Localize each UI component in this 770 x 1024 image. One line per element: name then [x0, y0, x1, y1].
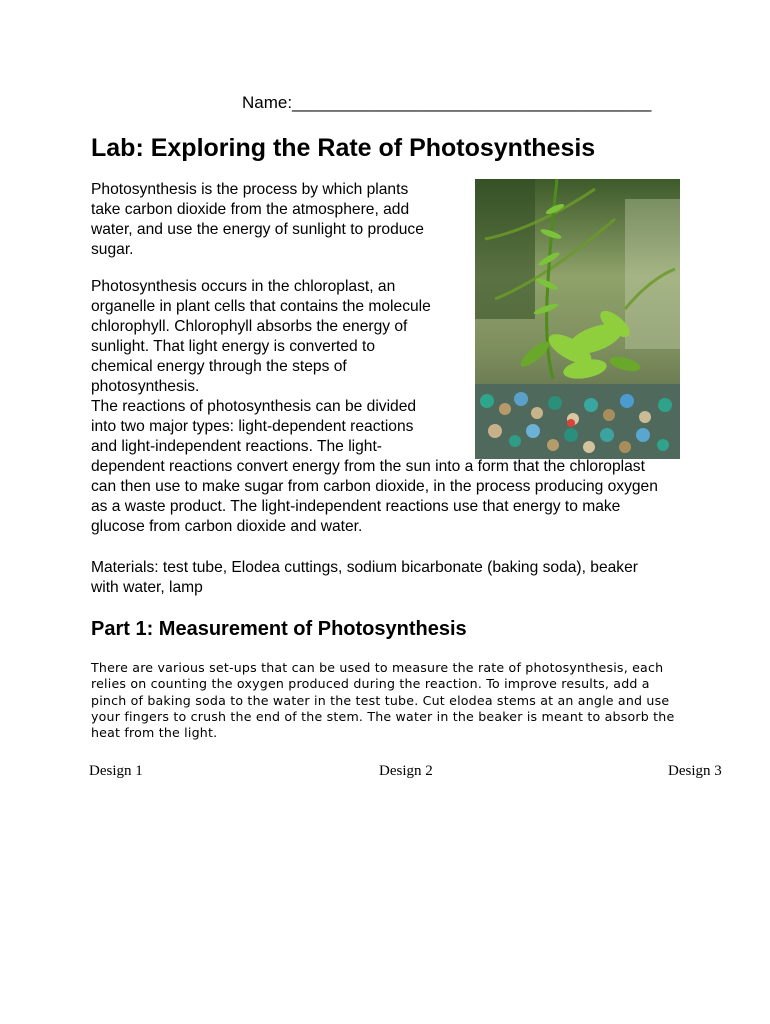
- materials-list: Materials: test tube, Elodea cuttings, sodium bicarbonate (baking soda), beaker with water, lamp: [91, 559, 638, 596]
- name-field-line: Name:______________________________________: [242, 93, 652, 112]
- photo-wrap-spacer: [436, 180, 661, 456]
- intro-paragraph-chloroplast: Photosynthesis occurs in the chloroplast, an organelle in plant cells that contains the molecule chlorophyll. Chlorophyll absorbs the energy of sunlight. That light energy is converted to chemical energy through the steps of photosynthesis.: [91, 278, 431, 395]
- design-3-label: Design 3: [668, 763, 722, 779]
- page-title: Lab: Exploring the Rate of Photosynthesis: [91, 134, 596, 162]
- intro-paragraph-reactions: The reactions of photosynthesis can be divided into two major types: light-dependent reactions and light-independent reactions. The light-dependent reactions convert energy from the sun into a form that the chloroplast can then use to make sugar from carbon dioxide, in the process producing oxygen as a waste product. The light-independent reactions use that energy to make glucose from carbon dioxide and water.: [91, 398, 658, 535]
- part-1-heading: Part 1: Measurement of Photosynthesis: [91, 618, 467, 640]
- intro-section: [91, 180, 661, 537]
- intro-paragraph-definition: Photosynthesis is the process by which plants take carbon dioxide from the atmosphere, add water, and use the energy of sunlight to produce sugar.: [91, 181, 424, 258]
- part-1-instructions: There are various set-ups that can be used to measure the rate of photosynthesis, each relies on counting the oxygen produced during the reaction. To improve results, add a pinch of baking soda to the water in the test tube. Cut elodea stems at an angle and use your fingers to crush the end of the stem. The water in the beaker is meant to absorb the heat from the light.: [91, 660, 675, 741]
- design-1-label: Design 1: [89, 763, 143, 779]
- design-2-label: Design 2: [379, 763, 433, 779]
